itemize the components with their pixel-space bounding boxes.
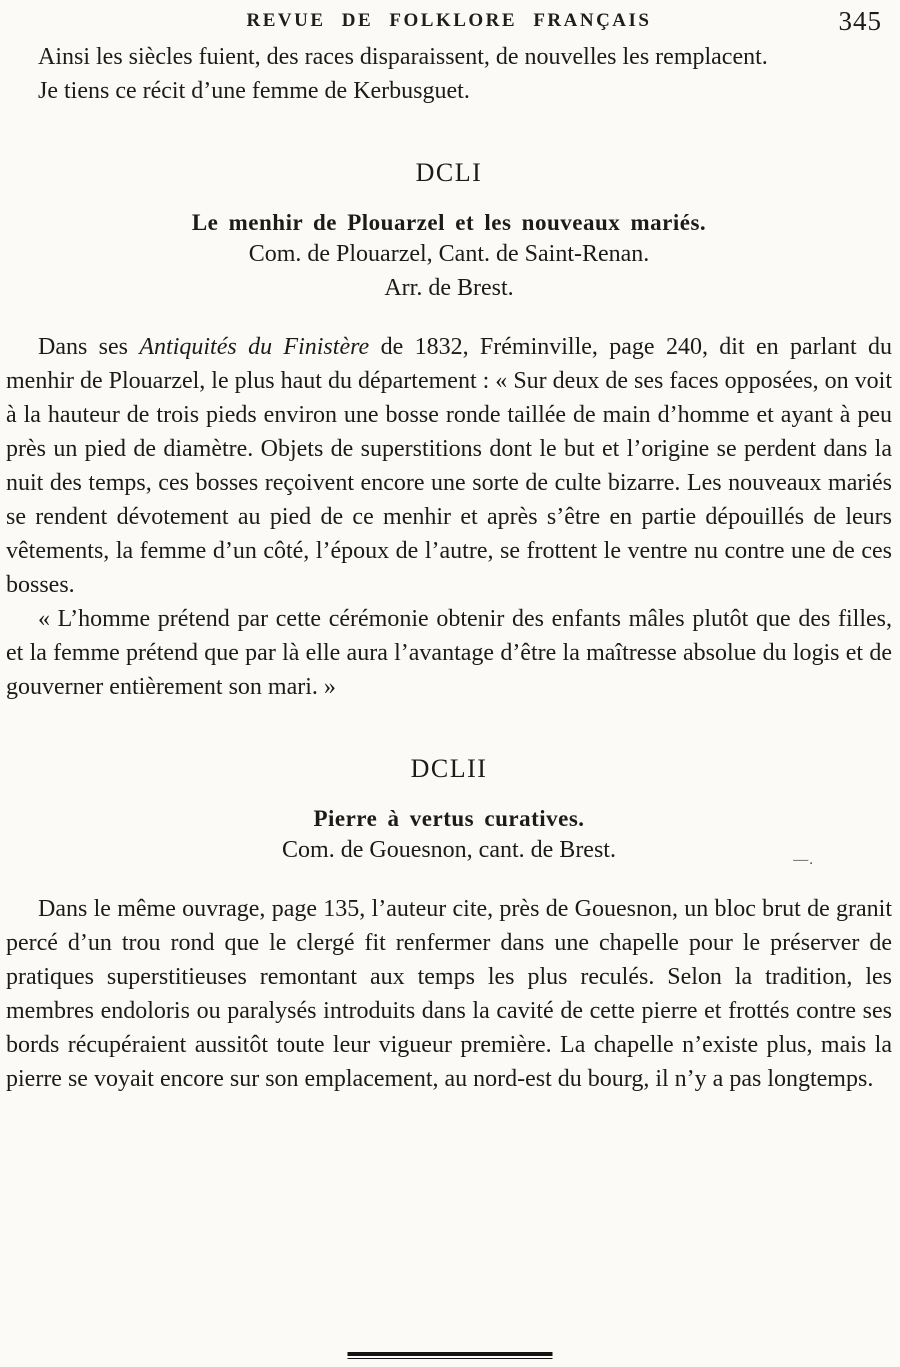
paragraph-text: Dans ses	[38, 334, 140, 360]
section-paragraph	[6, 330, 892, 602]
section-subtitle-line-1: Com. de Gouesnon, cant. de Brest.	[282, 837, 616, 863]
section-subtitle-line-1: Com. de Plouarzel, Cant. de Saint-Renan.	[248, 241, 650, 267]
section-dclii	[6, 754, 892, 1096]
section-number-dcli: DCLI	[415, 158, 483, 187]
section-title-dcli: Le menhir de Plouarzel et les nouveaux mariés.	[191, 210, 707, 235]
rule-thin-line	[348, 1358, 553, 1359]
intro-paragraph-1: Ainsi les siècles fuient, des races disparaissent, de nouvelles les remplacent.	[38, 44, 768, 70]
section-dcli	[6, 158, 892, 704]
section-subtitle-line-2: Arr. de Brest.	[384, 275, 514, 301]
rule-thick-line	[348, 1352, 553, 1356]
page-number: 345	[838, 6, 882, 36]
section-paragraph: Dans le même ouvrage, page 135, l’auteur cite, près de Gouesnon, un bloc brut de granit percé d’un trou rond que le clergé fit renfermer dans une chapelle pour le préserver de pratiques superstitieuses remontant aux temps les plus reculés. Selon la tradition, les membres endoloris ou paralysés introduits dans la cavité de cette pierre et frottés contre ses bords récupéraient aussitôt toute leur vigueur première. La chapelle n’existe plus, mais la pierre se voyait encore sur son emplacement, au nord-est du bourg, il n’y a pas longtemps.	[6, 896, 892, 1092]
section-paragraph: « L’homme prétend par cette cérémonie obtenir des enfants mâles plutôt que des filles, et la femme prétend que par là elle aura l’avantage d’être la maîtresse absolue du logis et de gouverner entièrement son mari. »	[6, 606, 892, 700]
journal-title: REVUE DE FOLKLORE FRANÇAIS	[246, 10, 652, 31]
scan-stray-mark: —.	[793, 852, 814, 868]
cited-work-title: Antiquités du Finistère	[139, 334, 370, 360]
paragraph-text: de 1832, Fréminville, page 240, dit en parlant du menhir de Plouarzel, le plus haut du département : « Sur deux de ses faces opposées, on voit à la hauteur de trois pieds environ une bosse ronde taillée de main d’homme et ayant à peu près un pied de diamètre. Objets de superstitions dont le but et l’origine se perdent dans la nuit des temps, ces bosses reçoivent encore une sorte de culte bizarre. Les nouveaux mariés se rendent dévotement au pied de ce menhir et après s’être en partie dépouillés de leurs vêtements, la femme d’un côté, l’époux de l’autre, se frottent le ventre nu contre une de ces bosses.	[6, 334, 893, 598]
section-end-rule	[348, 1352, 553, 1359]
section-title-dclii: Pierre à vertus curatives.	[313, 806, 585, 831]
page-header	[6, 6, 892, 40]
intro-paragraph-2: Je tiens ce récit d’une femme de Kerbusguet.	[38, 78, 470, 104]
section-number-dclii: DCLII	[410, 754, 488, 783]
